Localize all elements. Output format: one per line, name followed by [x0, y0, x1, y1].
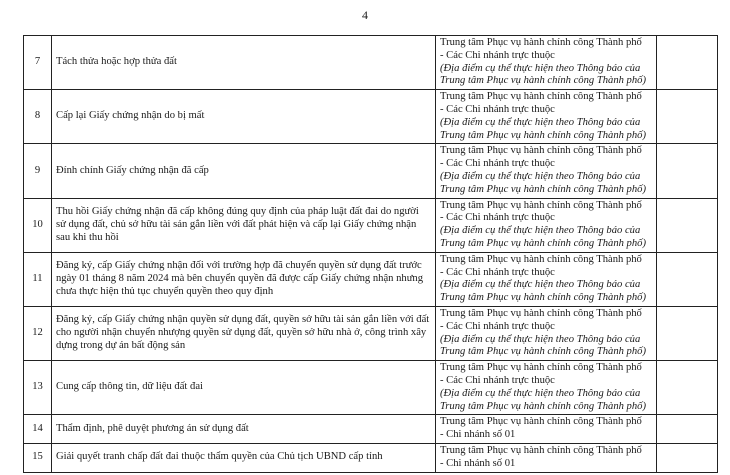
row-number: 13 — [24, 361, 52, 415]
empty-cell — [657, 361, 718, 415]
place-note: (Địa điểm cụ thể thực hiện theo Thông báo của — [440, 333, 641, 345]
place-cell — [436, 252, 657, 306]
place-note: (Địa điểm cụ thể thực hiện theo Thông báo của — [440, 225, 641, 237]
place-note: Trung tâm Phục vụ hành chính công Thành phố) — [440, 346, 646, 358]
place-cell — [436, 443, 657, 472]
empty-cell — [657, 306, 718, 360]
place-line: Trung tâm Phục vụ hành chính công Thành phố — [440, 416, 642, 428]
place-note: (Địa điểm cụ thể thực hiện theo Thông báo của — [440, 116, 641, 128]
empty-cell — [657, 144, 718, 198]
empty-cell — [657, 252, 718, 306]
place-note: Trung tâm Phục vụ hành chính công Thành phố) — [440, 400, 646, 412]
procedure-name: Cấp lại Giấy chứng nhận do bị mất — [52, 90, 436, 144]
row-number: 12 — [24, 306, 52, 360]
procedure-name: Thẩm định, phê duyệt phương án sử dụng đất — [52, 415, 436, 444]
place-cell — [436, 198, 657, 252]
procedure-name: Đăng ký, cấp Giấy chứng nhận quyền sử dụng đất, quyền sở hữu tài sản gắn liền với đất cho người nhận chuyển nhượng quyền sử dụng đất, quyền sở hữu nhà ở, công trình xây dựng trong dự án bất động sản — [52, 306, 436, 360]
row-number: 8 — [24, 90, 52, 144]
place-cell — [436, 415, 657, 444]
empty-cell — [657, 90, 718, 144]
place-line: Trung tâm Phục vụ hành chính công Thành phố — [440, 91, 642, 103]
place-cell — [436, 144, 657, 198]
place-note: Trung tâm Phục vụ hành chính công Thành phố) — [440, 129, 646, 141]
table-row — [24, 361, 718, 415]
place-cell — [436, 36, 657, 90]
place-note: (Địa điểm cụ thể thực hiện theo Thông báo của — [440, 170, 641, 182]
row-number: 14 — [24, 415, 52, 444]
place-note: (Địa điểm cụ thể thực hiện theo Thông báo của — [440, 387, 641, 399]
empty-cell — [657, 198, 718, 252]
table-row — [24, 198, 718, 252]
procedures-table — [23, 35, 718, 473]
place-note: Trung tâm Phục vụ hành chính công Thành phố) — [440, 237, 646, 249]
place-cell — [436, 361, 657, 415]
place-note: (Địa điểm cụ thể thực hiện theo Thông báo của — [440, 279, 641, 291]
place-line: - Chi nhánh số 01 — [440, 457, 516, 469]
place-line: - Chi nhánh số 01 — [440, 429, 516, 441]
row-number: 10 — [24, 198, 52, 252]
empty-cell — [657, 415, 718, 444]
place-line: - Các Chi nhánh trực thuộc — [440, 158, 555, 170]
place-line: - Các Chi nhánh trực thuộc — [440, 374, 555, 386]
place-line: - Các Chi nhánh trực thuộc — [440, 320, 555, 332]
place-note: Trung tâm Phục vụ hành chính công Thành phố) — [440, 183, 646, 195]
procedure-name: Đính chính Giấy chứng nhận đã cấp — [52, 144, 436, 198]
place-cell — [436, 90, 657, 144]
procedure-name: Giải quyết tranh chấp đất đai thuộc thẩm quyền của Chủ tịch UBND cấp tỉnh — [52, 443, 436, 472]
place-line: Trung tâm Phục vụ hành chính công Thành phố — [440, 307, 642, 319]
table-row — [24, 415, 718, 444]
procedure-name: Thu hồi Giấy chứng nhận đã cấp không đúng quy định của pháp luật đất đai do người sử dụng đất, chủ sở hữu tài sản gắn liền với đất phát hiện và cấp lại Giấy chứng nhận sau khi thu hồi — [52, 198, 436, 252]
empty-cell — [657, 36, 718, 90]
place-note: Trung tâm Phục vụ hành chính công Thành phố) — [440, 292, 646, 304]
table-row — [24, 252, 718, 306]
row-number: 9 — [24, 144, 52, 198]
place-line: Trung tâm Phục vụ hành chính công Thành phố — [440, 362, 642, 374]
place-note: Trung tâm Phục vụ hành chính công Thành phố) — [440, 75, 646, 87]
page-number: 4 — [362, 8, 368, 22]
table-row — [24, 36, 718, 90]
place-line: - Các Chi nhánh trực thuộc — [440, 212, 555, 224]
table-row — [24, 306, 718, 360]
place-line: - Các Chi nhánh trực thuộc — [440, 103, 555, 115]
place-line: Trung tâm Phục vụ hành chính công Thành phố — [440, 253, 642, 265]
place-line: Trung tâm Phục vụ hành chính công Thành phố — [440, 444, 642, 456]
place-line: Trung tâm Phục vụ hành chính công Thành phố — [440, 37, 642, 48]
place-note: (Địa điểm cụ thể thực hiện theo Thông báo của — [440, 62, 641, 74]
row-number: 7 — [24, 36, 52, 90]
procedure-name: Tách thửa hoặc hợp thửa đất — [52, 36, 436, 90]
procedure-name: Cung cấp thông tin, dữ liệu đất đai — [52, 361, 436, 415]
procedure-name: Đăng ký, cấp Giấy chứng nhận đối với trường hợp đã chuyển quyền sử dụng đất trước ngày 01 tháng 8 năm 2024 mà bên chuyển quyền đã được cấp Giấy chứng nhận nhưng chưa thực hiện thủ tục chuyển quyền theo quy định — [52, 252, 436, 306]
row-number: 15 — [24, 443, 52, 472]
table-row — [24, 443, 718, 472]
row-number: 11 — [24, 252, 52, 306]
place-cell — [436, 306, 657, 360]
table-row — [24, 144, 718, 198]
empty-cell — [657, 443, 718, 472]
place-line: Trung tâm Phục vụ hành chính công Thành phố — [440, 145, 642, 157]
place-line: - Các Chi nhánh trực thuộc — [440, 266, 555, 278]
place-line: - Các Chi nhánh trực thuộc — [440, 49, 555, 61]
place-line: Trung tâm Phục vụ hành chính công Thành phố — [440, 199, 642, 211]
table-row — [24, 90, 718, 144]
